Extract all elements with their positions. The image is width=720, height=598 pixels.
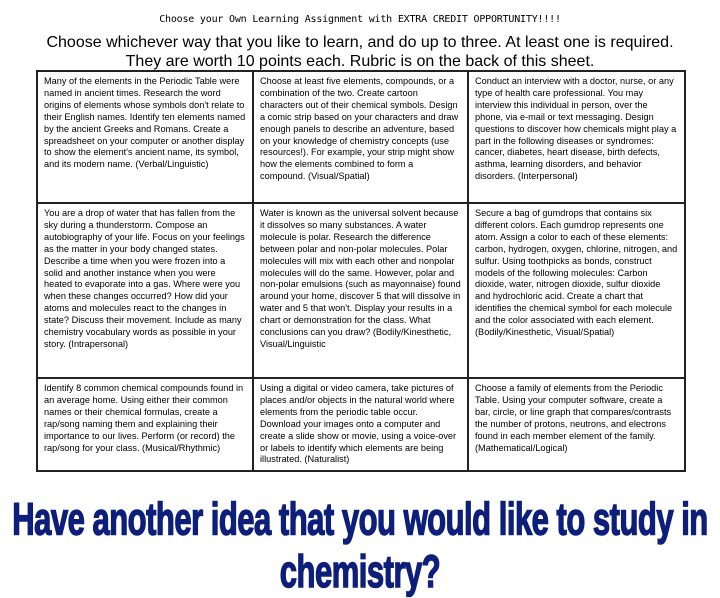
table-row <box>37 378 685 471</box>
choice-cell: You are a drop of water that has fallen from the sky during a thunderstorm. Compose an autobiography of your life. Focus on your feelings as the matter in your body changed states. Describe a time when you were frozen into a solid and another instance when you were heated to evaporate into a gas. Where were you when these changes occurred? How did your atoms and molecules react to the changes in state? Discuss their movement. Include as many chemistry vocabulary words as possible in your story. (Intrapersonal) <box>37 203 253 378</box>
banner-text: Have another idea that you would like to study in chemistry? <box>12 494 708 597</box>
choice-board <box>36 70 686 472</box>
choice-cell: Choose at least five elements, compounds, or a combination of the two. Create cartoon characters out of their chemical symbols. Design a comic strip based on your characters and draw enough panels to describe an adventure, based on your knowledge of chemistry concepts (use resources!). For example, your strip might show how the elements combined to form a compound. (Visual/Spatial) <box>253 71 468 203</box>
choice-cell: Choose a family of elements from the Periodic Table. Using your computer software, create a bar, circle, or line graph that compares/contrasts the number of protons, neutrons, and electrons found in each member element of the family. (Mathematical/Logical) <box>468 378 685 471</box>
instructions: Choose whichever way that you like to learn, and do up to three. At least one is required. They are worth 10 points each. Rubric is on the back of this sheet. <box>46 34 674 70</box>
choice-cell: Water is known as the universal solvent because it dissolves so many substances. A water molecule is polar. Research the difference between polar and non-polar molecules. Polar molecules will mix with each other and nonpolar molecules will do the same. However, polar and non-polar emulsions (such as mayonnaise) found around your home, discover 5 that will dissolve in water and 5 that won't. Display your results in a chart or demonstration for the class. What conclusions can you draw? (Bodily/Kinesthetic, Visual/Linguistic <box>253 203 468 378</box>
table-row <box>37 71 685 203</box>
table-row <box>37 203 685 378</box>
choice-cell: Secure a bag of gumdrops that contains six different colors. Each gumdrop represents one atom. Assign a color to each of these elements: carbon, hydrogen, oxygen, chlorine, nitrogen, and sulfur. Using toothpicks as bonds, construct models of the following molecules: Carbon dioxide, water, nitrogen dioxide, sulfur dioxide and hydrochloric acid. Create a chart that identifies the chemical symbol for each molecule and the color associated with each element. (Bodily/Kinesthetic, Visual/Spatial) <box>468 203 685 378</box>
choice-cell: Using a digital or video camera, take pictures of places and/or objects in the natural world where elements from the periodic table occur. Download your images onto a computer and create a slide show or movie, using a voice-over or labels to identify which elements are being illustrated. (Naturalist) <box>253 378 468 471</box>
choice-cell: Conduct an interview with a doctor, nurse, or any type of health care professional. You may interview this individual in person, over the phone, via e-mail or text messaging. Design questions to discover how chemicals might play a part in the following diseases or syndromes: cancer, diabetes, heart disease, birth defects, asthma, learning disorders, and behavior disorders. (Interpersonal) <box>468 71 685 203</box>
choice-cell: Many of the elements in the Periodic Table were named in ancient times. Research the word origins of elements whose symbols don't relate to their English names. Identify ten elements named by the ancient Greeks and Romans. Create a spreadsheet on your computer or another display to show the element's ancient name, its symbol, and its modern name. (Verbal/Linguistic) <box>37 71 253 203</box>
page-title: Choose your Own Learning Assignment with EXTRA CREDIT OPPORTUNITY!!!! <box>159 14 561 25</box>
choice-cell: Identify 8 common chemical compounds found in an average home. Using either their common names or their chemical formulas, create a rap/song naming them and explaining their importance to our lives. Perform (or record) the rap/song for your class. (Musical/Rhythmic) <box>37 378 253 471</box>
